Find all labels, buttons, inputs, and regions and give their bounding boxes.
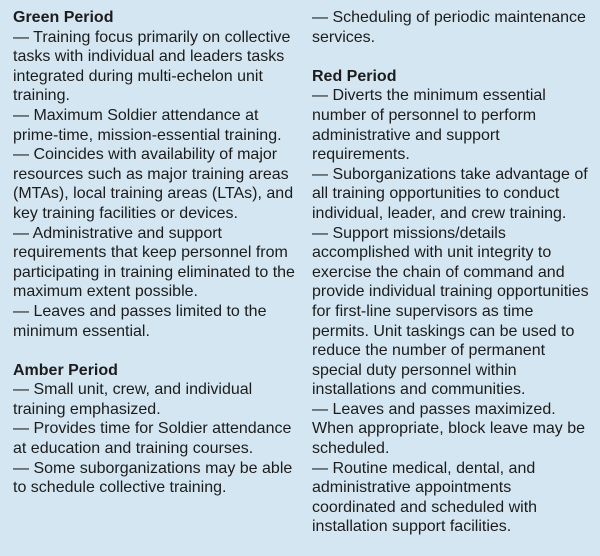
section-spacer	[13, 341, 303, 361]
red-period-title: Red Period	[312, 67, 397, 85]
amber-item-3: — Some suborganizations may be able to schedule collective training.	[13, 459, 293, 497]
green-item-2: — Maximum Soldier attendance at prime-time, mission-essential training.	[13, 106, 282, 144]
red-item-5: — Routine medical, dental, and administrative appointments coordinated and scheduled with installation support facilities.	[312, 459, 538, 536]
left-column	[13, 8, 303, 498]
right-column	[312, 8, 592, 537]
green-period-title: Green Period	[13, 9, 114, 26]
red-item-4: — Leaves and passes maximized. When appropriate, block leave may be scheduled.	[312, 400, 586, 458]
section-spacer	[312, 47, 592, 67]
red-item-2: — Suborganizations take advantage of all training opportunities to conduct individual, leader, and crew training.	[312, 165, 588, 222]
green-item-3: — Coincides with availability of major resources such as major training areas (MTAs), local training areas (LTAs), and key training facilities or devices.	[13, 146, 294, 222]
amber-item-2: — Provides time for Soldier attendance at education and training courses.	[13, 420, 292, 458]
amber-item-4: — Scheduling of periodic maintenance services.	[312, 9, 586, 46]
green-item-1: — Training focus primarily on collective tasks with individual and leaders tasks integrated during multi-echelon unit training.	[13, 28, 291, 105]
red-item-1: — Diverts the minimum essential number of personnel to perform administrative and support requirements.	[312, 87, 546, 164]
red-item-3: — Support missions/details accomplished with unit integrity to exercise the chain of command and provide individual training opportunities for first-line supervisors as time permits. Unit taskings can be used to reduce the number of permanent special duty personnel within installations and communities.	[312, 224, 589, 399]
green-item-5: — Leaves and passes limited to the minimum essential.	[13, 302, 267, 340]
green-item-4: — Administrative and support requirements that keep personnel from participating in training eliminated to the maximum extent possible.	[13, 224, 295, 301]
amber-period-title: Amber Period	[13, 361, 118, 379]
amber-item-1: — Small unit, crew, and individual training emphasized.	[13, 381, 253, 418]
